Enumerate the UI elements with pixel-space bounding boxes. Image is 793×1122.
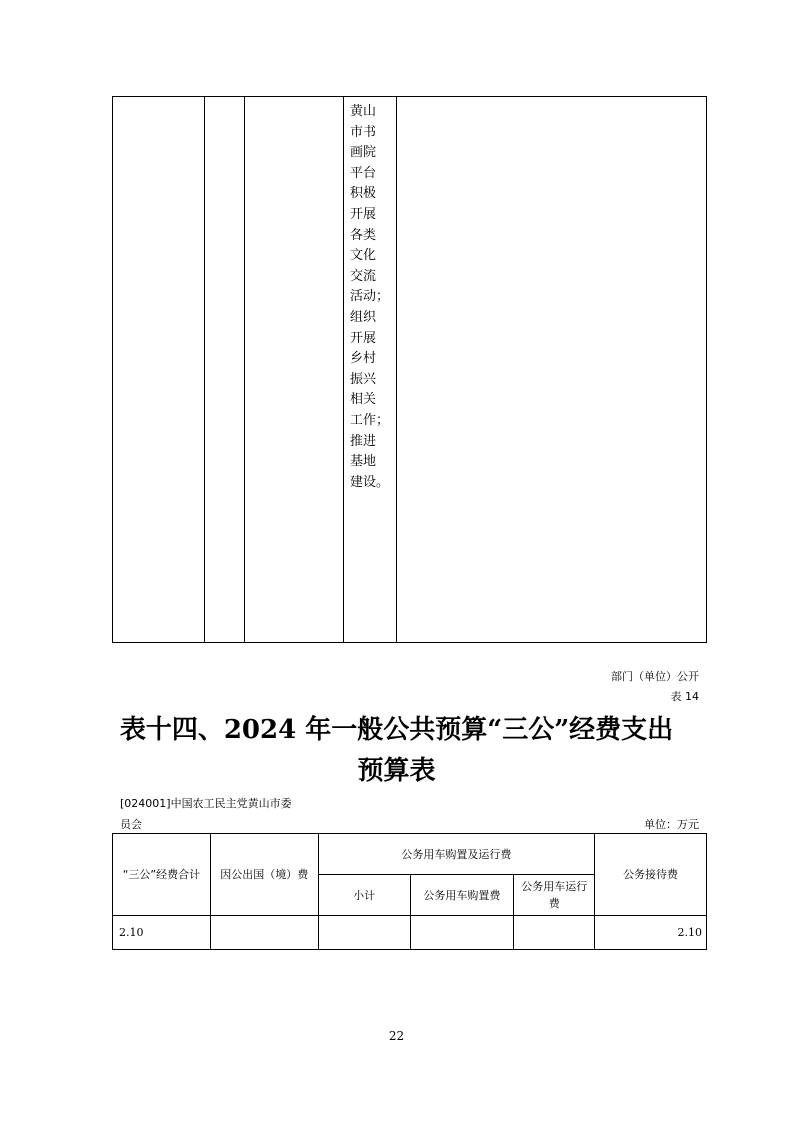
table-number: 表 14 xyxy=(670,690,699,703)
page-title-line1: 表十四、2024 年一般公共预算“三公”经费支出 xyxy=(119,715,674,745)
cell-subtotal xyxy=(318,916,410,950)
page-number: 22 xyxy=(388,1029,405,1043)
currency-unit: 单位：万元 xyxy=(644,818,699,831)
header-reception: 公务接待费 xyxy=(595,834,707,916)
disclosure-label: 部门（单位）公开 xyxy=(611,670,699,683)
header-vehicle-operation: 公务用车运行费 xyxy=(514,875,595,916)
header-vehicle-group: 公务用车购置及运行费 xyxy=(318,834,594,875)
header-total: “三公”经费合计 xyxy=(113,834,211,916)
cell-vehicle-purchase xyxy=(410,916,514,950)
header-subtotal: 小计 xyxy=(318,875,410,916)
cell-vehicle-operation xyxy=(514,916,595,950)
table-header-row xyxy=(113,834,707,875)
column-divider xyxy=(343,97,344,642)
unit-code-line1: [024001]中国农工民主党黄山市委 xyxy=(120,797,292,810)
performance-description-text: 黄山 市书 画院 平台 积极 开展 各类 文化 交流 活动； 组织 开展 乡村 振兴 相关 工作； 推进 基地 建设。 xyxy=(350,104,390,490)
cell-total: 2.10 xyxy=(113,916,211,950)
page-title-line2: 预算表 xyxy=(357,756,436,786)
column-divider xyxy=(244,97,245,642)
column-divider xyxy=(396,97,397,642)
header-vehicle-purchase: 公务用车购置费 xyxy=(410,875,514,916)
three-public-expenses-table xyxy=(112,833,707,950)
column-divider xyxy=(204,97,205,642)
continuation-table xyxy=(112,96,707,643)
unit-code-line2: 员会 xyxy=(120,818,142,831)
cell-abroad xyxy=(210,916,318,950)
header-abroad: 因公出国（境）费 xyxy=(210,834,318,916)
table-row xyxy=(113,916,707,950)
cell-reception: 2.10 xyxy=(595,916,707,950)
